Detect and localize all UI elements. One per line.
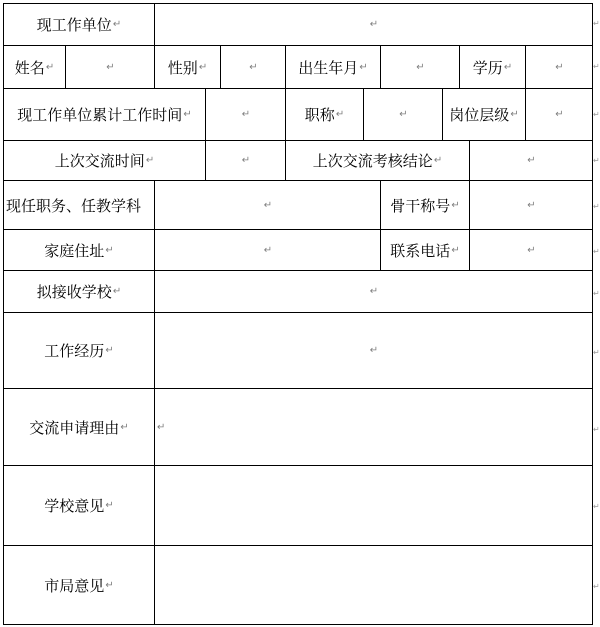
field-birth[interactable]	[380, 45, 460, 89]
label-current-unit	[3, 3, 155, 46]
field-level[interactable]	[525, 88, 593, 141]
field-last-exchange-result[interactable]	[469, 140, 593, 181]
label-text: 市局意见	[44, 576, 105, 595]
field-gender[interactable]	[220, 45, 286, 89]
paragraph-mark-icon: ↵	[335, 109, 345, 120]
label-text: 工作经历	[44, 342, 105, 360]
label-last-exchange-time	[3, 140, 206, 181]
paragraph-mark-icon: ↵	[105, 500, 114, 511]
label-school-opinion	[3, 465, 155, 546]
row-end-mark-icon: ↵	[593, 348, 600, 357]
label-text: 交流申请理由	[29, 418, 120, 437]
row-end-mark-icon: ↵	[593, 62, 600, 71]
paragraph-mark-icon: ↵	[510, 109, 519, 120]
paragraph-mark-icon: ↵	[527, 199, 536, 211]
label-text: 联系电话	[390, 241, 451, 260]
paragraph-mark-icon: ↵	[527, 155, 536, 166]
paragraph-mark-icon: ↵	[359, 61, 368, 73]
label-text: 学历	[472, 58, 503, 77]
paragraph-mark-icon: ↵	[527, 244, 536, 256]
paragraph-mark-icon: ↵	[241, 155, 251, 166]
paragraph-mark-icon: ↵	[451, 199, 460, 211]
label-title	[285, 88, 364, 141]
field-tenure[interactable]	[205, 88, 286, 141]
paragraph-mark-icon: ↵	[105, 244, 114, 256]
paragraph-mark-icon: ↵	[105, 345, 114, 356]
label-birth	[285, 45, 381, 89]
row-end-mark-icon: ↵	[593, 110, 600, 119]
label-reason	[3, 388, 155, 466]
label-text: 出生年月	[298, 58, 359, 77]
paragraph-mark-icon: ↵	[369, 286, 379, 297]
paragraph-mark-icon: ↵	[157, 421, 166, 433]
field-target-school[interactable]	[154, 270, 593, 313]
paragraph-mark-icon: ↵	[416, 61, 425, 73]
label-text: 骨干称号	[390, 196, 451, 215]
label-text: 上次交流考核结论	[312, 152, 433, 170]
field-position-subject[interactable]	[154, 180, 381, 230]
paragraph-mark-icon: ↵	[105, 579, 114, 591]
field-work-history[interactable]	[154, 312, 593, 389]
label-text: 现任职务、任教学科	[6, 196, 142, 215]
label-tenure	[3, 88, 206, 141]
label-education	[459, 45, 526, 89]
paragraph-mark-icon: ↵	[183, 109, 192, 120]
paragraph-mark-icon: ↵	[263, 244, 273, 256]
paragraph-mark-icon: ↵	[112, 19, 122, 30]
row-end-mark-icon: ↵	[593, 582, 600, 591]
field-phone[interactable]	[469, 229, 593, 271]
paragraph-mark-icon: ↵	[555, 61, 564, 73]
label-text: 姓名	[14, 58, 45, 77]
label-text: 家庭住址	[44, 241, 105, 260]
paragraph-mark-icon: ↵	[433, 155, 443, 166]
paragraph-mark-icon: ↵	[198, 61, 208, 73]
row-end-mark-icon: ↵	[593, 156, 600, 165]
row-end-mark-icon: ↵	[593, 425, 600, 434]
label-address	[3, 229, 155, 271]
paragraph-mark-icon: ↵	[112, 286, 122, 297]
field-last-exchange-time[interactable]	[205, 140, 286, 181]
paragraph-mark-icon: ↵	[106, 61, 115, 73]
paragraph-mark-icon: ↵	[369, 345, 379, 356]
label-text: 上次交流时间	[54, 152, 145, 170]
paragraph-mark-icon: ↵	[263, 199, 273, 211]
field-reason[interactable]	[154, 388, 593, 466]
row-end-mark-icon: ↵	[593, 247, 600, 256]
paragraph-mark-icon: ↵	[451, 244, 460, 256]
label-text: 现工作单位累计工作时间	[17, 106, 183, 124]
label-name	[3, 45, 66, 89]
label-text: 岗位层级	[449, 106, 510, 124]
label-gender	[154, 45, 221, 89]
paragraph-mark-icon: ↵	[249, 61, 258, 73]
paragraph-mark-icon: ↵	[45, 61, 55, 73]
field-current-unit[interactable]	[154, 3, 593, 46]
paragraph-mark-icon: ↵	[555, 109, 564, 120]
field-school-opinion[interactable]	[154, 465, 593, 546]
label-work-history	[3, 312, 155, 389]
label-text: 拟接收学校	[36, 283, 112, 301]
row-end-mark-icon: ↵	[593, 202, 600, 211]
field-title[interactable]	[363, 88, 443, 141]
row-end-marks	[593, 0, 600, 627]
paragraph-mark-icon: ↵	[145, 155, 155, 166]
paragraph-mark-icon: ↵	[399, 109, 408, 120]
label-level	[442, 88, 526, 141]
application-form-table	[3, 3, 593, 625]
field-education[interactable]	[525, 45, 593, 89]
field-backbone-title[interactable]	[469, 180, 593, 230]
label-target-school	[3, 270, 155, 313]
label-last-exchange-result	[285, 140, 470, 181]
paragraph-mark-icon: ↵	[369, 19, 379, 30]
paragraph-mark-icon: ↵	[241, 109, 251, 120]
label-bureau-opinion	[3, 545, 155, 625]
paragraph-mark-icon: ↵	[503, 61, 513, 73]
label-text: 性别	[167, 58, 198, 77]
label-backbone-title	[380, 180, 470, 230]
label-text: 学校意见	[44, 497, 105, 515]
field-name[interactable]	[65, 45, 155, 89]
label-position-subject	[3, 180, 155, 230]
label-phone	[380, 229, 470, 271]
row-end-mark-icon: ↵	[593, 502, 600, 511]
row-end-mark-icon: ↵	[593, 19, 600, 28]
field-address[interactable]	[154, 229, 381, 271]
label-text: 现工作单位	[36, 16, 112, 34]
row-end-mark-icon: ↵	[593, 289, 600, 298]
paragraph-mark-icon: ↵	[120, 421, 129, 433]
label-text: 职称	[304, 106, 335, 124]
field-bureau-opinion[interactable]	[154, 545, 593, 625]
